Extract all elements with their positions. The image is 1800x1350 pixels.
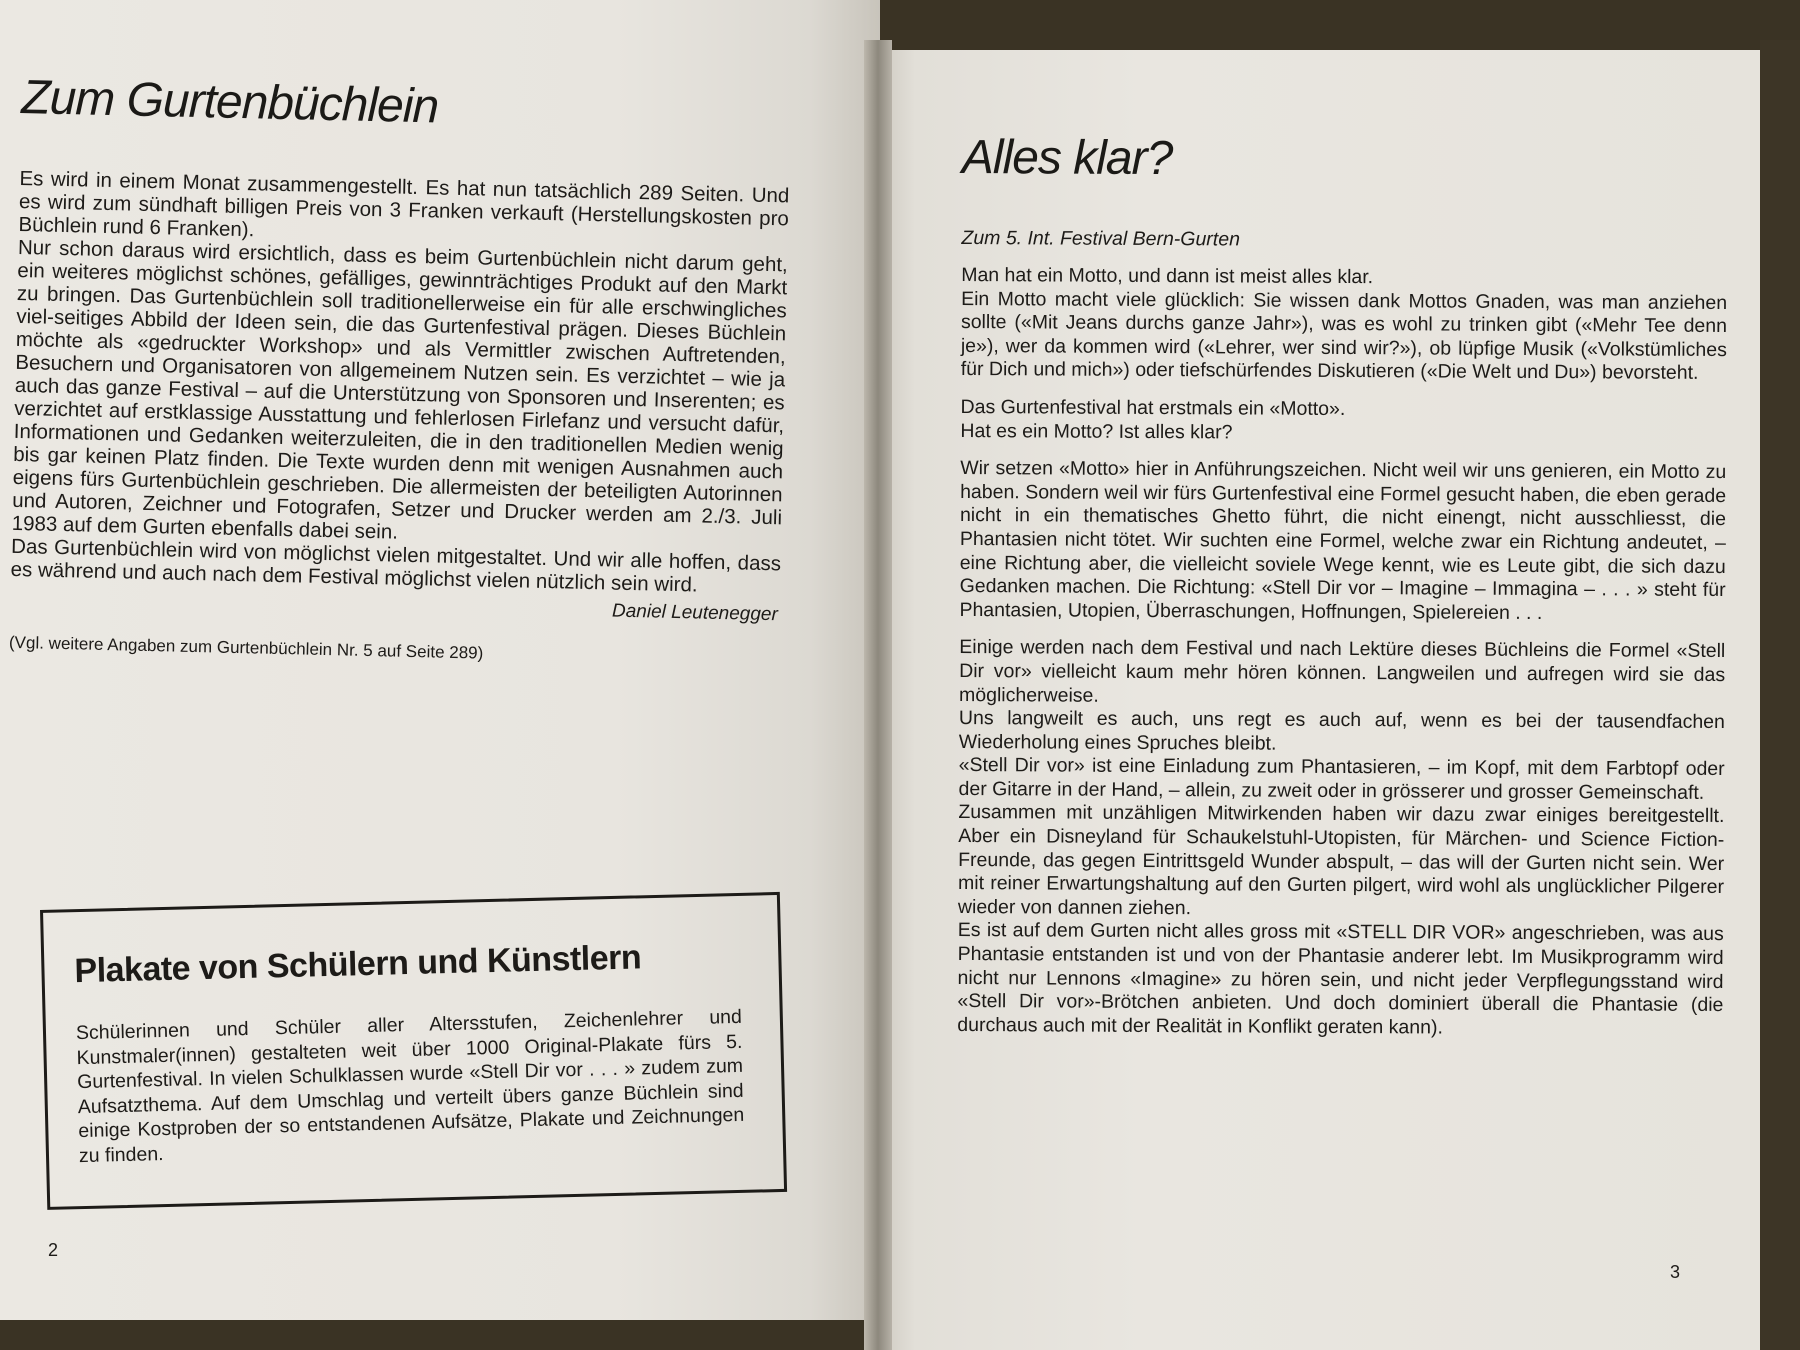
right-page-title: Alles klar? [961, 130, 1173, 186]
box-text: Schülerinnen und Schüler aller Altersstufen, Zeichenlehrer und Kunstmaler(innen) gestalteten weit über 1000 Original-Plakate fürs 5. Gurtenfestival. In vielen Schulklassen wurde «Stell Dir vor . . . » zudem zum Aufsatzthema. Auf dem Umschlag und verteilt übers ganze Büchlein sind einige Kostproben der so entstandenen Aufsätze, Plakate und Zeichnungen zu finden. [75, 1005, 745, 1167]
left-article [9, 70, 792, 670]
right-paragraph: Man hat ein Motto, und dann ist meist alles klar. [961, 263, 1374, 289]
right-paragraph: Wir setzen «Motto» hier in Anführungszeichen. Nicht weil wir uns genieren, ein Motto zu haben. Sondern weil wir fürs Gurtenfestival eine Formel gesucht haben, die eben gerade nicht in ein thematisches Ghetto führt, die nicht einengt, nicht ausschliesst, die Phantasien nicht tötet. Wir suchten eine Formel, welche zwar ein Richtung andeutet, – eine Richtung aber, die vielleicht soviele Wege kennt, wie es Leute gibt, die sich dazu Gedanken machen. Die Richtung: «Stell Dir vor – Imagine – Immagina – . . . » steht für Phantasien, Utopien, Überraschungen, Hoffnungen, Spielereien . . . [959, 457, 1727, 624]
right-paragraph: Hat es ein Motto? Ist alles klar? [960, 419, 1233, 443]
right-subtitle: Zum 5. Int. Festival Bern-Gurten [961, 226, 1241, 251]
right-paragraph: Das Gurtenfestival hat erstmals ein «Motto». [960, 395, 1346, 420]
background-edge [1760, 40, 1800, 1350]
left-page-title: Zum Gurtenbüchlein [20, 70, 439, 134]
right-paragraph: Einige werden nach dem Festival und nach Lektüre dieses Büchleins die Formel «Stell Dir vor» vielleicht kaum mehr hören können. Langweilen und aufregen wird sie das möglicherweise. [958, 636, 1726, 707]
right-article-body [957, 264, 1727, 1041]
poster-info-box [40, 892, 787, 1210]
left-paragraph: Nur schon daraus wird ersichtlich, dass es beim Gurtenbüchlein nicht darum geht, ein weiteres möglichst schönes, gefälliges, gewinnträchtiges Produkt auf den Markt zu bringen. Das Gurtenbüchlein soll traditionellerweise ein für alle erschwingliches viel-seitiges Abbild der Ideen sein, die das Gurtenfestival prägen. Dieses Büchlein möchte als «gedruckter Workshop» und als Vermittler zwischen Auftretenden, Besuchern und Organisatoren von allgemeinem Nutzen sein. Es verzichtet – wie ja auch das ganze Festival – auf die Unterstützung von Sponsoren und Inserenten; es verzichtet auf erstklassige Ausstattung und fehlerlosen Firlefanz und versucht dafür, Informationen und Gedanken weiterzuleiten, die in den traditionellen Medien wenig bis gar keinen Platz finden. Die Texte wurden denn mit wenigen Ausnahmen auch eigens fürs Gurtenbüchlein geschrieben. Die allermeisten der beteiligten Autorinnen und Autoren, Zeichner und Fotografen, Setzer und Drucker werden am 2./3. Juli 1983 auf dem Gurten ebenfalls dabei sein. [11, 235, 789, 544]
box-title: Plakate von Schülern und Künstlern [74, 938, 642, 991]
left-paragraph: Es wird in einem Monat zusammengestellt. Es hat nun tatsächlich 289 Seiten. Und es wird zum sündhaft billigen Preis von 3 Franken verkauft (Herstellungskosten pro Büchlein rund 6 Franken). [18, 166, 790, 242]
left-page [0, 0, 880, 1320]
right-paragraph: Uns langweilt es auch, uns regt es auch auf, wenn es bei der tausendfachen Wiederholung eines Spruches bleibt. [958, 707, 1725, 755]
page-number-right: 3 [1670, 1262, 1681, 1282]
book-gutter [864, 40, 892, 1350]
right-paragraph: «Stell Dir vor» ist eine Einladung zum Phantasieren, – im Kopf, mit dem Farbtopf oder der Gitarre in der Hand, – allein, zu zweit oder in grösserer und grosser Gemeinschaft. [958, 754, 1725, 804]
left-article-body [10, 167, 789, 598]
reference-note: (Vgl. weitere Angaben zum Gurtenbüchlein Nr. 5 auf Seite 289) [8, 632, 484, 663]
page-number-left: 2 [48, 1240, 59, 1260]
right-paragraph: Ein Motto macht viele glücklich: Sie wissen dank Mottos Gnaden, was man anziehen sollte («Mit Jeans durchs ganze Jahr»), was es wohl zu trinken gibt («Mehr Tee denn je»), wer da kommen wird («Lehrer, wer sind wir?»), ob lüpfige Musik («Volkstümliches für Dich und mich») oder tiefschürfendes Diskutieren («Die Welt und Du») bevorsteht. [960, 287, 1728, 385]
right-article [957, 130, 1728, 1041]
right-paragraph: Es ist auf dem Gurten nicht alles gross mit «STELL DIR VOR» angeschrieben, was aus Phantasie entstanden ist und von der Phantasie anderer lebt. Im Musikprogramm wird nicht nur Lennons «Imagine» zu hören sein, und nicht jeder Verpflegungsstand wird «Stell Dir vor»-Brötchen anbieten. Und doch dominiert überall die Phantasie (die durchaus auch mit der Realität in Konflikt geraten kann). [957, 919, 1724, 1039]
author-signature: Daniel Leutenegger [611, 600, 779, 626]
right-paragraph: Zusammen mit unzähligen Mitwirkenden haben wir dazu zwar einiges bereitgestellt. Aber ein Disneyland für Schaukelstuhl-Utopisten, für Märchen- und Science Fiction-Freunde, das gegen Eintrittsgeld Wunder abspult, – das will der Gurten nicht sein. Wer mit reiner Erwartungshaltung auf den Gurten pilgert, wird wohl als unglücklicher Pilgerer wieder von dannen ziehen. [957, 801, 1725, 920]
left-paragraph: Das Gurtenbüchlein wird von möglichst vielen mitgestaltet. Und wir alle hoffen, dass es während und auch nach dem Festival möglichst vielen nützlich sein wird. [10, 534, 782, 597]
